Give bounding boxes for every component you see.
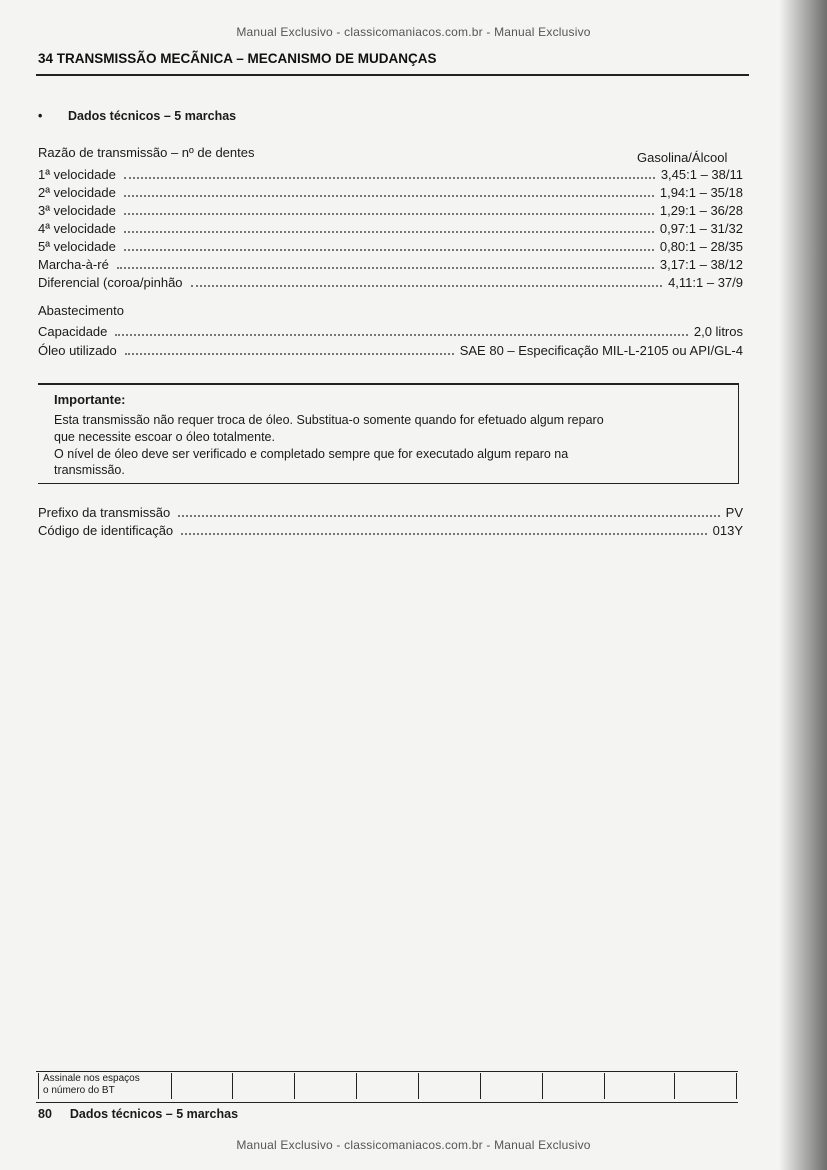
gear-row-differential: [38, 272, 743, 290]
page-footer: [38, 1107, 256, 1121]
gear-label: 3ª velocidade: [38, 203, 116, 218]
header-rule: [36, 74, 749, 76]
fuel-column-header: Gasolina/Álcool: [637, 150, 728, 165]
prefix-row: [38, 502, 743, 520]
code-label: Código de identificação: [38, 523, 174, 538]
gear-value: 4,11:1 – 37/9: [668, 275, 743, 290]
gear-row-reverse: [38, 254, 743, 272]
oil-label: Óleo utilizado: [38, 343, 117, 358]
gear-label: Diferencial (coroa/pinhão: [38, 275, 183, 290]
dot-leader: [115, 334, 687, 336]
important-line: que necessite escoar o óleo totalmente.: [54, 430, 275, 444]
oil-row: [38, 340, 743, 358]
capacity-value: 2,0 litros: [693, 324, 743, 339]
gear-value: 3,17:1 – 38/12: [659, 257, 743, 272]
gear-value: 3,45:1 – 38/11: [660, 167, 743, 182]
important-line: O nível de óleo deve ser verificado e completado sempre que for executado algum reparo na: [54, 447, 569, 461]
gear-value: 1,94:1 – 35/18: [659, 185, 743, 200]
prefix-value: PV: [725, 505, 743, 520]
bt-box-label-line: Assinale nos espaços: [43, 1073, 140, 1084]
dot-leader: [124, 249, 654, 251]
bullet-icon: •: [38, 109, 43, 123]
gear-value: 0,97:1 – 31/32: [659, 221, 743, 236]
ratio-label: Razão de transmissão – nº de dentes: [38, 145, 255, 160]
page-number: 80: [38, 1107, 52, 1121]
important-title: Importante:: [54, 392, 126, 407]
tech-heading-row: [38, 109, 236, 123]
gear-row-1: [38, 164, 743, 182]
dot-leader: [181, 533, 706, 535]
gear-row-4: [38, 218, 743, 236]
section-title: 34 TRANSMISSÃO MECÃNICA – MECANISMO DE MUDANÇAS: [38, 51, 437, 66]
important-line: Esta transmissão não requer troca de óleo. Substitua-o somente quando for efetuado algum reparo: [54, 413, 604, 427]
dot-leader: [125, 353, 454, 355]
gear-label: 1ª velocidade: [38, 167, 116, 182]
code-row: [38, 520, 743, 538]
bt-number-cell[interactable]: [234, 1073, 295, 1099]
gear-row-3: [38, 200, 743, 218]
bt-number-cell[interactable]: [482, 1073, 543, 1099]
page-edge-shadow: [779, 0, 827, 1170]
gear-label: 4ª velocidade: [38, 221, 116, 236]
gear-row-2: [38, 182, 743, 200]
gear-label: 5ª velocidade: [38, 239, 116, 254]
gear-value: 0,80:1 – 28/35: [659, 239, 743, 254]
bt-number-cell[interactable]: [420, 1073, 481, 1099]
dot-leader: [178, 515, 719, 517]
gear-label: 2ª velocidade: [38, 185, 116, 200]
watermark-top: Manual Exclusivo - classicomaniacos.com.br - Manual Exclusivo: [236, 25, 591, 39]
tech-heading: Dados técnicos – 5 marchas: [68, 109, 237, 123]
watermark-bottom: Manual Exclusivo - classicomaniacos.com.br - Manual Exclusivo: [236, 1138, 591, 1152]
important-line: transmissão.: [54, 463, 125, 477]
gear-row-5: [38, 236, 743, 254]
oil-value: SAE 80 – Especificação MIL-L-2105 ou API/GL-4: [459, 343, 743, 358]
bt-number-cell[interactable]: [358, 1073, 419, 1099]
dot-leader: [191, 285, 663, 287]
supply-heading: Abastecimento: [38, 303, 124, 318]
code-value: 013Y: [712, 523, 743, 538]
dot-leader: [124, 195, 654, 197]
page-footer-title: Dados técnicos – 5 marchas: [69, 1107, 239, 1121]
bt-box-label: [38, 1073, 172, 1099]
capacity-label: Capacidade: [38, 324, 108, 339]
bt-number-cell[interactable]: [172, 1073, 233, 1099]
dot-leader: [117, 267, 654, 269]
dot-leader: [124, 177, 655, 179]
bt-number-cell[interactable]: [676, 1073, 737, 1099]
bt-box-label-line: o número do BT: [43, 1085, 115, 1096]
prefix-label: Prefixo da transmissão: [38, 505, 171, 520]
dot-leader: [124, 231, 654, 233]
dot-leader: [124, 213, 654, 215]
bt-number-cell[interactable]: [614, 1073, 675, 1099]
gear-label: Marcha-à-ré: [38, 257, 109, 272]
bt-number-cell[interactable]: [296, 1073, 357, 1099]
capacity-row: [38, 321, 743, 339]
gear-value: 1,29:1 – 36/28: [659, 203, 743, 218]
bt-number-cell[interactable]: [544, 1073, 605, 1099]
